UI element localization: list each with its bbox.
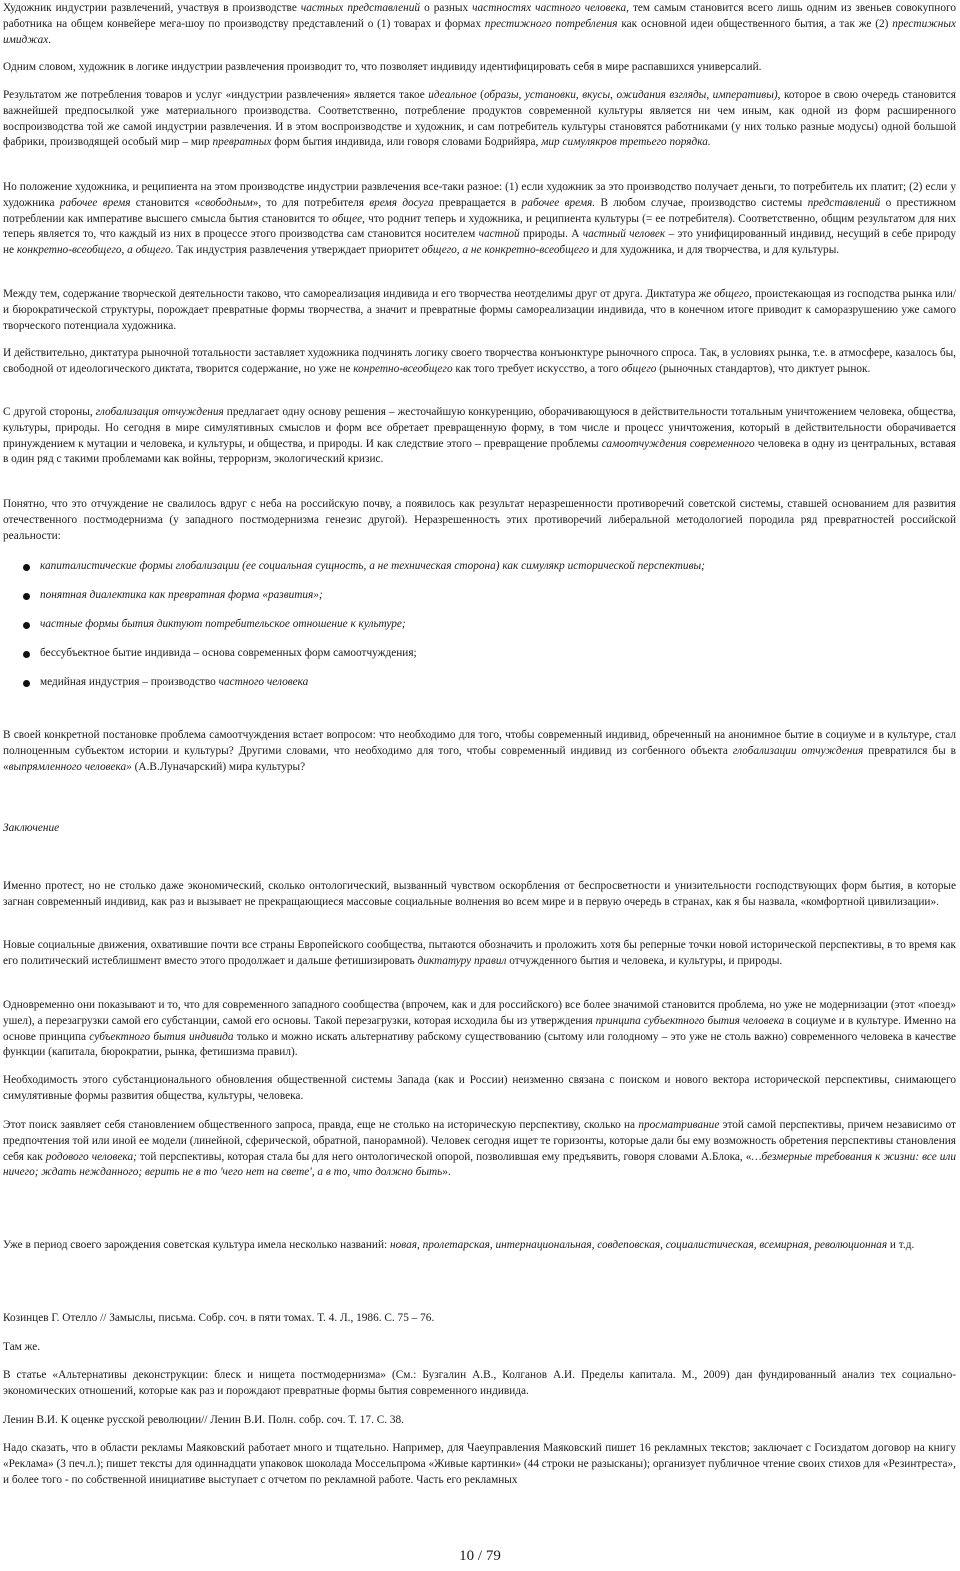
- text-run: той перспективы, которая стала бы для него онтологической опорой, позволившая ему предъявить, говоря словами А.Блока, «: [136, 1150, 752, 1163]
- italic-run: частного человека: [218, 676, 309, 688]
- italic-run: частный человек: [582, 228, 666, 241]
- text-run: форм бытия индивида, или говоря словами Бодрийяра,: [271, 136, 542, 149]
- text-run: (рыночных стандартов), что диктует рынок.: [656, 362, 871, 375]
- italic-run: …безмерные требования к жизни: все или ничего; ждать нежданного; верить не в то 'чего нет на свете', а в то, что должно быть: [3, 1150, 956, 1179]
- paragraph: [3, 497, 956, 544]
- paragraph: [3, 88, 956, 151]
- italic-run: рабочее время: [59, 196, 131, 209]
- italic-run: общего, а не конкретно-всеобщего: [421, 244, 589, 257]
- bullet-icon: [23, 564, 30, 571]
- paragraph: [3, 60, 956, 76]
- italic-run: конкретно-всеобщего, а общего.: [16, 244, 174, 257]
- text-run: ».: [442, 1166, 451, 1179]
- italic-run: превратных: [212, 136, 272, 149]
- italic-run: образы, установки, вкусы, ожидания взгляды, императивы): [483, 89, 778, 101]
- text-run: В своей конкретной постановке проблема самоотчуждения встает вопросом: что необходимо для того, чтобы современный индивид, обреченный на анонимное бытие в социуме и в культуре, стал полноценным субъектом истории и культуры? Другими словами, что необходимо для того, чтобы современный индивид из согбенного объекта: [3, 729, 956, 757]
- paragraph: [3, 1413, 956, 1429]
- text-run: Результатом же потребления товаров и услуг «индустрии развлечения» является такое: [3, 89, 429, 101]
- italic-run: глобализация отчуждения: [95, 406, 224, 418]
- text-run: Но положение художника, и реципиента на этом производстве индустрии развлечения все-таки разное: (1) если художник за это производство получает деньги, то потребитель их платит; (2) если у художника: [3, 181, 956, 209]
- italic-run: частных представлений: [300, 2, 421, 14]
- italic-run: представлений: [807, 196, 881, 209]
- italic-run: рабочее время.: [521, 196, 596, 209]
- italic-run: конретно-всеобщего: [353, 362, 453, 375]
- text-run: Необходимость этого субстанционального обновления общественной системы Запада (как и России) неизменно связана с поиском и нового вектора исторической перспективы, снимающего симулятивные формы развития общества, культуры, человека.: [3, 1074, 956, 1102]
- text-run: В статье «Альтернативы деконструкции: блеск и нищета постмодернизма» (См.: Бузгалин А.В., Колганов А.И. Пределы капитала. М., 2009) дан фундированный анализ тех социально-экономических отношений, которые как раз и порождают превратные формы бытия современного индивида.: [3, 1369, 956, 1397]
- paragraph: [3, 879, 956, 911]
- text-run: », то для потребителя: [252, 196, 370, 209]
- paragraph: [3, 405, 956, 468]
- paragraph: [3, 1238, 956, 1254]
- list-item: [40, 588, 940, 604]
- text-run: Между тем, содержание творческой деятельности таково, что самореализация индивида и его творчества неотделимы друг от друга. Диктатура же: [3, 288, 715, 300]
- italic-run: самоотчуждения современного: [601, 437, 755, 450]
- italic-run: выпрямленного человека»: [8, 760, 132, 773]
- text-run: предлагает одну основу решения – жесточайшую конкуренцию, оборачивающуюся в действительности тотальным уничтожением человека, общества, культуры, природы. Но сегодня в мире симулятивных смыслов и форм все обретает превращенную форму, в том числе и процесс уничтожения, который в действительности оборачивается принуждением к мутации и человека, и культуры, и общества, и природы. И как следствие этого – превращение проблемы: [3, 406, 956, 450]
- italic-run: общего: [714, 288, 750, 300]
- list-item: [40, 559, 940, 575]
- italic-run: время досуга: [369, 196, 434, 209]
- text-run: .: [48, 33, 52, 46]
- text-run: , которое в свою очередь становится важнейшей предпосылкой уже материального производства. Соответственно, потребление продуктов современной культуры является ни чем иным, как одной из форм расширенного воспроизводства той же самой индустрии развлечения. И в этом воспроизводстве и художник, и сам потребитель культуры становятся работниками (у них только разные модусы) одной большой фабрики, производящей особый мир – мир: [3, 89, 956, 149]
- text-run: как основной идеи общественного бытия, а так же (2): [617, 17, 893, 30]
- text-run: Так индустрия развлечения утверждает приоритет: [173, 244, 422, 257]
- text-run: Уже в период своего зарождения советская культура имела несколько названий:: [3, 1239, 390, 1251]
- text-run: Козинцев Г. Отелло // Замыслы, письма. Собр. соч. в пяти томах. Т. 4. Л., 1986. С. 75 – 76.: [3, 1312, 435, 1324]
- text-run: Ленин В.И. К оценке русской революции// Ленин В.И. Полн. собр. соч. Т. 17. С. 38.: [3, 1414, 405, 1426]
- text-run: Новые социальные движения, охватившие почти все страны Европейского сообщества, пытаются обозначить и проложить хотя бы реперные точки новой исторической перспективы, в то время как его политический истеблишмент вместо этого продолжает и дальше фетишизировать: [3, 939, 956, 967]
- list-item: [40, 617, 940, 633]
- italic-run: субъектного бытия индивида: [89, 1030, 234, 1043]
- list-item: [40, 646, 940, 662]
- italic-run: новая, пролетарская, интернациональная, совдеповская, социалистическая, всемирная, революционная: [389, 1239, 888, 1251]
- italic-run: частной: [478, 228, 520, 241]
- text-run: В любом случае, производство системы: [595, 196, 808, 209]
- text-run: о разных: [420, 2, 473, 14]
- bullet-icon: [23, 651, 30, 658]
- text-run: Этот поиск заявляет себя становлением общественного запроса, правда, еще не столько на историческую перспективу, сколько на: [3, 1119, 639, 1131]
- paragraph: [3, 821, 956, 837]
- italic-run: общего: [621, 362, 657, 375]
- text-run: отчужденного бытия и человека, и культуры, и природы.: [506, 954, 783, 967]
- italic-run: Заключение: [3, 822, 60, 834]
- paragraph: [3, 998, 956, 1061]
- paragraph: [3, 1340, 956, 1356]
- text-run: человека в одну из центральных, вставая в один ряд с такими проблемами как войны, терроризм, экологический кризис.: [3, 437, 956, 466]
- text-run: Художник индустрии развлечений, участвуя в производстве: [3, 2, 301, 14]
- text-run: природы. А: [519, 228, 583, 241]
- bullet-icon: [23, 622, 30, 629]
- text-run: становится «: [130, 196, 201, 209]
- text-run: бессубъектное бытие индивида – основа современных форм самоотчуждения;: [40, 647, 417, 659]
- paragraph: [3, 1, 956, 48]
- text-run: Одновременно они показывают и то, что для современного западного сообщества (впрочем, как и для российского) все более значимой становится проблема, но уже не модернизации (этот «поезд» ушел), а перезагрузки самой его субстанции, самой его основы. Такой перезагрузки, которая исходила бы из утверждения: [3, 999, 956, 1027]
- text-run: Одним словом, художник в логике индустрии развлечения производит то, что позволяет индивиду идентифицировать себя в мире распавшихся универсалий.: [3, 61, 762, 73]
- paragraph: [3, 728, 956, 775]
- text-run: и т.д.: [887, 1239, 915, 1251]
- italic-run: капиталистические формы глобализации (ее социальная сущность, а не техническая сторона) как симулякр исторической перспективы;: [40, 560, 705, 572]
- italic-run: понятная диалектика как превратная форма «развития»;: [40, 589, 323, 601]
- text-run: Надо сказать, что в области рекламы Маяковский работает много и тщательно. Например, для Чаеуправления Маяковский пишет 16 рекламных текстов; заключает с Госиздатом договор на книгу «Реклама» (3 печ.л.); пишет тексты для одиннадцати упаковок шоколада Моссельпрома «Живые картинки» (44 строки не разысканы); организует публичное чтение своих стихов для «Резинтреста», и более того - по собственной инициативе выступает с отчетом по рекламной работе. Часть его рекламных: [3, 1442, 956, 1486]
- text-run: как того требует искусство, а того: [452, 362, 622, 375]
- text-run: С другой стороны,: [3, 406, 96, 418]
- paragraph: [3, 180, 956, 259]
- text-run: этой самой перспективы, причем независимо от предпочтения той или иной ее модели (линейной, сферической, обратной, панорамной). Человек сегодня ищет те горизонты, которые дали бы ему возможность обретения перспективы становления себя как: [3, 1119, 956, 1163]
- page-number: 10 / 79: [459, 1548, 501, 1564]
- text-run: , тем самым становится всего лишь одним из звеньев совокупного работника на общем конвейере мега-шоу по производству представлений о (1) товарах и формах: [3, 2, 956, 30]
- bullet-icon: [23, 593, 30, 600]
- paragraph: [3, 1118, 956, 1181]
- text-run: о престижном потреблении как императиве высшего смысла бытия становится то: [3, 196, 956, 225]
- text-run: – это унифицированный индивид, несущий в себе природу не: [3, 228, 956, 257]
- italic-run: частностях частного человека: [472, 2, 627, 14]
- italic-run: идеальное: [428, 89, 477, 101]
- paragraph: [3, 1311, 956, 1327]
- italic-run: престижных имиджах: [3, 17, 957, 46]
- italic-run: принципа субъектного бытия человека: [595, 1014, 785, 1027]
- italic-run: глобализации отчуждения: [732, 744, 864, 757]
- paragraph: [3, 1073, 956, 1105]
- text-run: И действительно, диктатура рыночной тотальности заставляет художника подчинять логику своего творчества конъюнктуре рыночного спроса. Так, в условиях рынка, т.е. в атмосфере, казалось бы, свободной от идеологического диктата, творится содержание, но уже не: [3, 347, 956, 375]
- text-run: превратился бы в «: [3, 744, 957, 773]
- italic-run: общее: [332, 212, 363, 225]
- text-run: в социуме и в культуре. Именно на основе принципа: [3, 1014, 956, 1043]
- text-run: , что роднит теперь и художника, и реципиента культуры (= ее потребителя). Соответственно, общим результатом для них теперь является то, что каждый из них в процессе этого производства сам становится носителем: [3, 212, 956, 241]
- paragraph: [3, 938, 956, 970]
- list-item: [40, 675, 940, 691]
- paragraph: [3, 346, 956, 378]
- text-run: только и можно искать альтернативу рабскому существованию (сытому или голодному – это уже не столь важно) современного человека в качестве функции (капитала, бюрократии, рынка, фетишизма правил).: [3, 1030, 956, 1059]
- italic-run: частные формы бытия диктуют потребительское отношение к культуре;: [40, 618, 406, 630]
- text-run: , проистекающая из господства рынка или/и бюрократической структуры, порождает превратные формы творчества, а значит и превратные формы самореализации индивида, что в конечном итоге приводит к саморазрушению уже самого творческого потенциала художника.: [3, 288, 956, 332]
- text-run: Именно протест, но не столько даже экономический, сколько онтологический, вызванный чувством оскорбления от беспросветности и унизительности господствующих форм бытия, в которые загнан современный индивид, как раз и вызывает не прекращающиеся массовые социальные волнения во всем мире и в первую очередь в странах, как я бы назвала, «комфортной цивилизации».: [3, 880, 956, 908]
- paragraph: [3, 287, 956, 334]
- italic-run: родового человека;: [45, 1150, 137, 1163]
- italic-run: престижного потребления: [484, 17, 618, 30]
- text-run: Там же.: [3, 1341, 41, 1353]
- italic-run: свободным: [200, 196, 253, 209]
- text-run: (А.В.Луначарский) мира культуры?: [131, 760, 306, 773]
- text-run: и для художника, и для творчества, и для культуры.: [588, 244, 840, 257]
- text-run: медийная индустрия – производство: [40, 676, 219, 688]
- paragraph: [3, 1441, 956, 1488]
- italic-run: мир симулякров третьего порядка.: [541, 136, 711, 149]
- bullet-icon: [23, 680, 30, 687]
- paragraph: [3, 1368, 956, 1400]
- text-run: (: [476, 89, 484, 101]
- text-run: Понятно, что это отчуждение не свалилось вдруг с неба на российскую почву, а появилось как результат неразрешенности противоречий советской системы, ставшей основанием для развития отечественного постмодернизма (у западного постмодернизма генезис другой). Неразрешенность этих противоречий либеральной методологией породила ряд превратностей российской реальности:: [3, 498, 956, 542]
- text-run: превращается в: [433, 196, 522, 209]
- italic-run: диктатуру правил: [417, 954, 507, 967]
- italic-run: просматривание: [638, 1119, 720, 1131]
